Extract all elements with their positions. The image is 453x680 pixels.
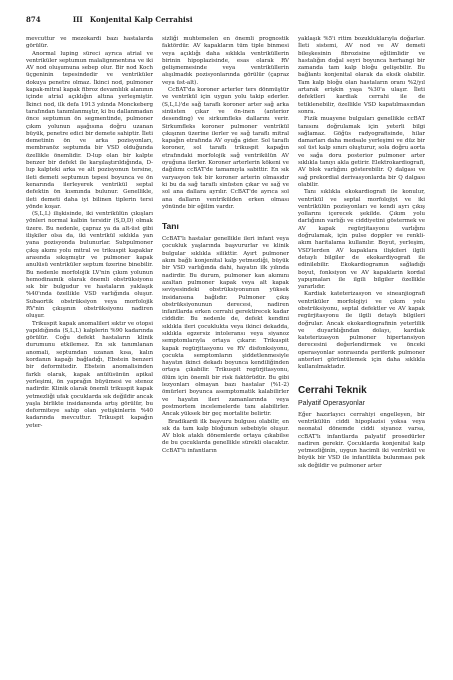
paragraph: Tanı sıklıkla ekokardiografi ile konulur, ventrikül ve septal morfolojiyi ve iki ventrikülün pozisyonları ve kendi ayrı çıkış yollarını içerecek şekilde. Çıkım yolu darlığının varlığı ve ciddiyetini göstermek ve AV kapak regürjitasyonu varlığını doğrulamak, için pulse doppler ve renkli-akım haritalama kullanılır. Boyut, yerleşim, VSD'lerden AV kapaklara ilişkileri ilgili detaylı bilgiler de ekokardiyografi ile edinilebilir. Ekokardiogramın sağladığı boyut, fonksiyon ve AV kapaklarin kordal yapışmaları ile ilgili bilgiler özellikle yararlıdır.	[298, 189, 425, 291]
part-number: III	[72, 15, 83, 24]
subsection-heading-palyatif: Palyatif Operasyonlar	[298, 399, 365, 407]
paragraph: CcBAT'lı hastalar genellikle ileri infant veya çocukluk yaşlarında başvururlar ve klinik bulgular sıklıkla silikttir. Ayırt pulmoner akım bağlı konjenital kalp yetmezliği, büyük bir VSD varlığında dahi, hayatın ilk yılında nadirdir. Bu durum, pulmoner kan akımını azaltan pulmoner kapak veya alt kapak seviyesindeki obstrüksiyonunun yüksek insidansına bağlıdır. Pulmoner çıkış obstrüksiyonunun derecesi, nadiren infantlarda erken cerrahi gerektirecek kadar ciddidir. Bu nedenle de, defekt kendini sıklıkla ileri çocuklukta veya ikinci dekadda, sıklıkla egzersiz intoleransı veya siyanoz semptomlarıyla ortaya çıkarır. Trikuspit kapak regürjitasyonu ve RV disfonksiyonu, çocukta semptomların şiddetlenmesiyle hayatın ikinci dekadı boyunca kendiliğinden ortaya çıkabilir. Trikuspit regürjitasyonu, ölüm için önemli bir risk faktörüdür. Bu gibi lezyonları olmayan bazı hastalar (%1-2) ömürleri boyunca asemptomatik kalabilirler ve hayatın ileri zamanlarında veya postmortem incelemelerde tanı alabilirler. Ancak yüksek bir geç mortalite belirtir.	[162, 236, 289, 418]
text-column-middle	[162, 36, 289, 455]
section-heading-cerrahi-teknik: Cerrahi Teknik	[298, 384, 367, 396]
text-column-right	[298, 36, 425, 470]
paragraph: Trikuspit kapak anomalileri sıktır ve otopsi yapıldığında (S,L,L) kalplerin %90 kadarında görülür. Coğu defekt hastaların klinik durumunu etkilemez. En sık tanımlanan anomali, septumdan uzanan kısa, kalın kordanın kapağı bağladığı, Ebstein benzeri bir deformitedir. Ebstein anomalisinden farklı olarak, kapak anülüsünün apikal yerleşimi, ön yaprağın büyümesi ve stenoz nadirdir. Klinik olarak önemli trikuspit kapak yetmezliği ufak çocuklarda sık değildir ancak yaşla birlikte insidansında artış görülür, bu deformiteye sahip olan yetişkinlerin %40 kadarında mevcuttur. Trikuspit kapağın yeter-	[26, 320, 153, 429]
paragraph: Eğer hazırlayıcı cerrahiyi engelleyen, bir ventrikülün ciddi hipoplazisi yoksa veya neonatal dönemde ciddi siyanoz varsa, ccBAT'lı infantlarda palyatif prosedürler nadiren gerekir. Çocuklarda konjenital kalp yetmezliğinin, uygun hacimli iki ventrikül ve büyük bir VSD ile infantlikta bulunması pek sık değildir ve pulmoner arter	[298, 411, 425, 469]
section-heading-tani: Tanı	[162, 221, 179, 232]
paragraph: CcBAT'da koroner arterler ters dönmüştür ve ventrikül için uygun yolu takip ederler. (S,L,L)'de sağ taraflı koroner arter sağ arka sinüsten çıkar ve ön-inen (anterior desending) ve sirkumfleks dallarını verir. Sirkumfleks koroner pulmoner ventrikül çıkışının üzerine ilerler ve sağ taraflı mitral kapağın etrafında AV oyuğa gider. Sol taraflı koroner, sol taraflı trikuspit kapağın etrafındaki morfolojik sağ ventrikülün AV oyuğuna ilerler. Koroner arterlerin kökeni ve dağılımı ccBAT'de tamamıyla sabittir. En sık varyasyon tek bir koroner arterin olmasıdır ki bu da sağ taraflı sinüsten çıkar ve sağ ve sol ana dallara ayrılır. CcBAT'de ayrıca sol ana dalların ventrikülden erken olması yönünde bir eğilim vardır.	[162, 87, 289, 210]
paragraph: Anormal luping süreci ayrıca atrial ve ventriküler septumun malalignmentına ve iki AV nod oluşumuna sebep olur. Bir nod Koch üçgeninin tepesindedir ve ventriküler dokuya penetre olmaz. İkinci nod, pulmoner kapak-mitral kapak fibroz devamlılık alanının içinde atrial açıklığın altına yerleşmiştir. İkinci nod, ilk defa 1913 yılında Monckeberg tarafından tanımlanmıştır, ki bu dallanmadan önce septumun ön segmentinde, pulmoner çıkım yolunun aşağısına doğru uzanan büyük, penetre edici bir demete sahiptir. İleti demetinin ön ve arka pozisyonları, membranöz septumda bir VSD olduğunda özellikle önemlidir. D-lup olan bir kalpte benzer bir defekt ile karşılaştırıldığında, D-lup kalpteki arka ve alt pozisyonun tersine, ileti demeti septumun tepesi boyunca ve ön kenarında ilerleyerek ventrikül septal defektin ön kısmında bulunur. Genellikle, ileti demeti daha iyi bilinen tiplerin tersi yönde koşar.	[26, 50, 153, 210]
paragraph: yaklaşık %5'i ritim bozukluklarıyla doğarlar. İleti sistemi, AV nod ve AV demeti bileşkesinin fibrozisine eğilimlidir ve hastalığın doğal seyri boyunca herhangi bir zamanda tam kalp bloğu gelişebilir. Bu bağlantı konjenital olarak da eksik olabilir. Tam kalp bloğu olan hastaların oranı %2/yıl artarak erişkin yaşa %30'a ulaşır. İleti defektleri kardiak cerrahi ile de tetiklenebilir, özellikle VSD kapatılmasından sonra.	[298, 36, 425, 115]
chapter-title: Konjenital Kalp Cerrahisi	[89, 15, 193, 24]
running-header	[26, 14, 426, 26]
paragraph: (S,L,L) ilişkisinde, iki ventrikülün çıkışları yönleri normal kalbin tersidir (S,D,D) olmak üzere. Bu nedenle, çapraz ya da alt-üst gibi ilişkiler olsa da, iki ventrikül sıklıkla yan yana pozisyonda bulunurlar. Subpulmoner çıkış akımı yolu mitral ve trikuspit kapaklar arasında sıkışmıştır ve pulmoner kapak anulüsü ventriküler septum üzerine binebilir. Bu nedenle morfolojik LV'nin çıkım yolunun hemodinamik olarak önemli obstrüksiyonu sık bir bulgudur ve hastaların yaklaşık %40'ında özellikle VSD varlığında oluşur. Subaortik obstrüksiyon veya morfolojik RV'nin çıkışının obstrüksiyonu nadiren oluşur.	[26, 211, 153, 320]
paragraph: sizliği muhtemelen en önemli prognostik faktördür. AV kapakların tüm tiple binmesi veya açıklığı daha sıklıkla ventriküllerin birinin hipoplazisinde, esas olarak RV gelişmemesinde veya ventriküllerin alışılmadık pozisyonlarında görülür (çapraz veya üst-alt).	[162, 36, 289, 86]
paragraph: mevcuttur ve mezokardi bazı hastalarda görülür.	[26, 36, 153, 50]
paragraph: Bradikardi ilk başvuru bulgusu olabilir, en sık da tam kalp bloğunun sebebiyle oluşur. AV blok ataklı dönemlerde ortaya çıkabilse de bu çocuklarda genellikle sürekli olacaktır. CcBAT'lı infantların	[162, 418, 289, 454]
text-column-left	[26, 36, 153, 430]
page-number: 874	[26, 15, 41, 24]
paragraph: Kardiak kateterizasyon ve sineanjiografi ventriküler morfolojiyi ve çıkım yolu obstrüksiyonu, septal defektler ve AV kapak regürjitasyonu ile ilgili detaylı bilgileri doğrular. Ancak ekokardiografinin yeterlilik ve duyarlılığından dolayı, kardiak kateterizasyon pulmoner hipertansiyon derecesini değerlendirmek ve önceki operasyonlar sonrasında periferik pulmoner anterleri görüntülemek için daha sıklıkla kullanılmaktadır.	[298, 291, 425, 371]
paragraph: Fizik muayene bulguları genellikle ccBAT tanısını doğrulamak için yeterli bilgi sağlamaz. Göğüs radyografisinde, hilar damarları daha medsale yerleşimi ve düz bir sol üst kalp sınırı oluşturur, sola doğru aorta ve sağa doru posterior pulmoner arter sıklıkla tanıyı akla getirir. Elektrokardiografi, AV blok varlığını gösterebilir. Q dalgası ve sağ prekordial derivasyonlarda bir Q dalgası olabilir.	[298, 116, 425, 188]
